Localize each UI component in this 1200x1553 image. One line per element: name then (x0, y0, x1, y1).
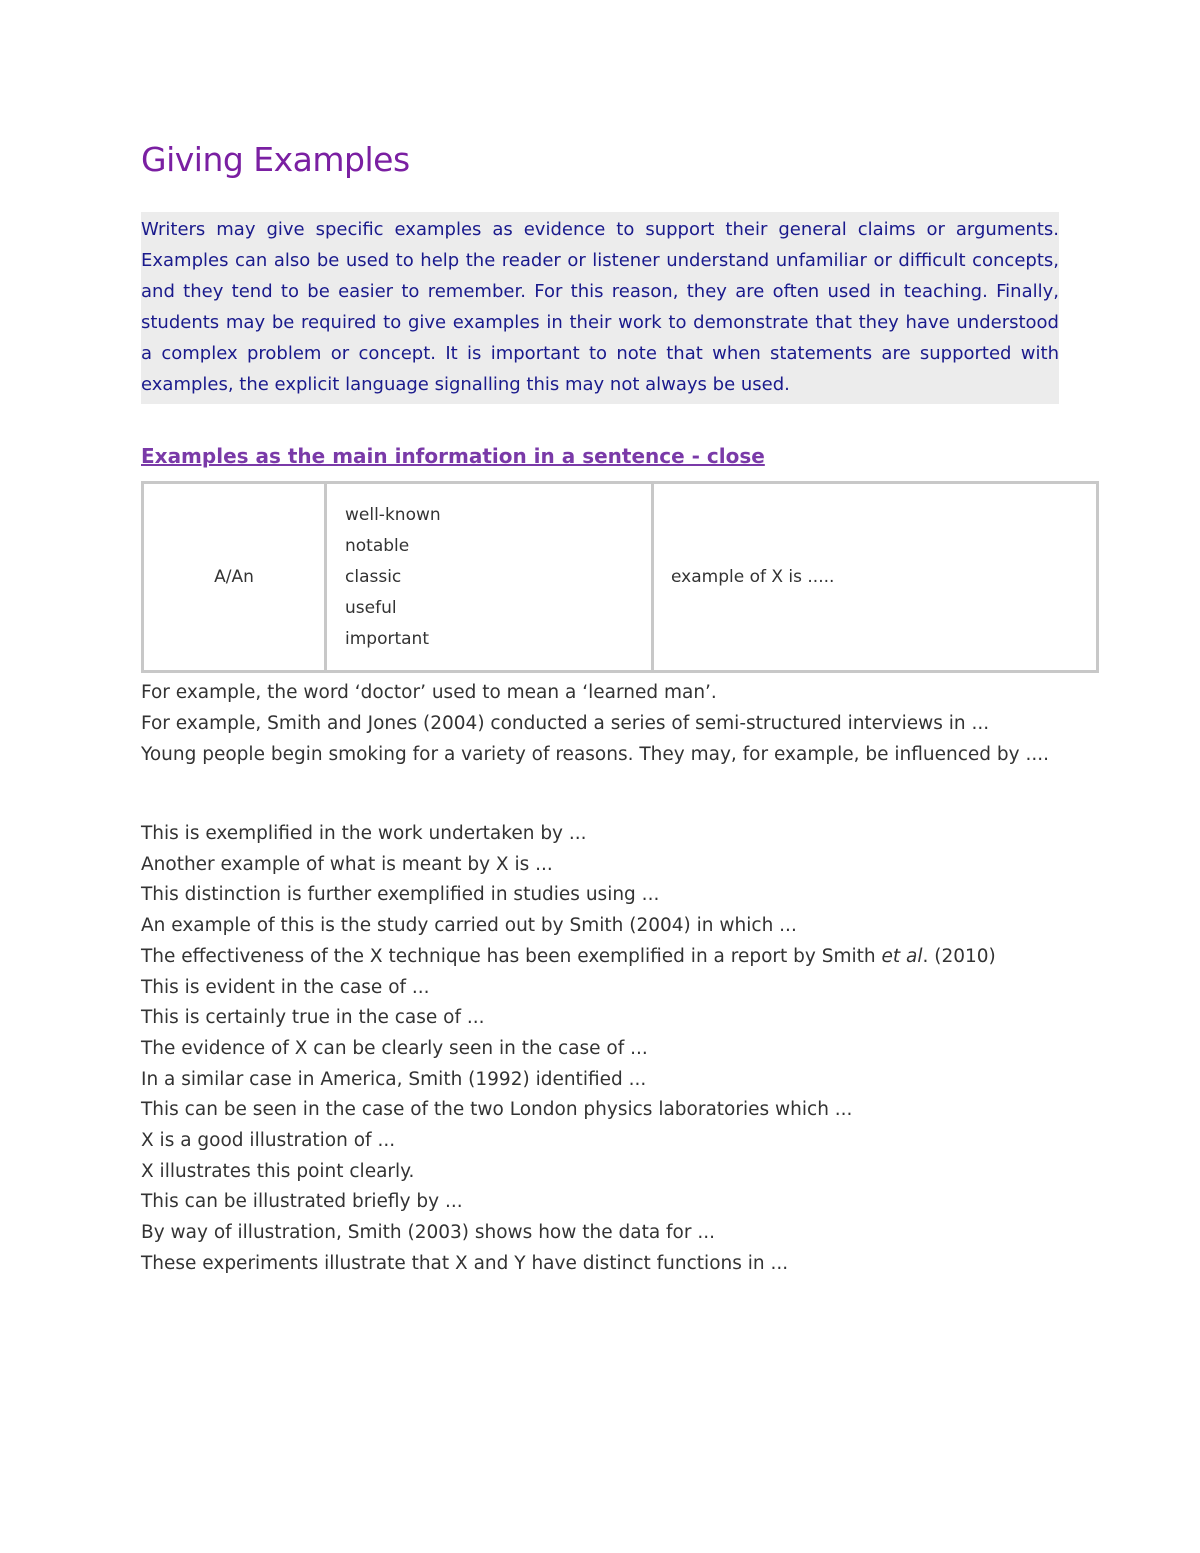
example-sentence: Young people begin smoking for a variety of reasons. They may, for example, be influenced by .... (141, 744, 1049, 765)
example-sentence: This is evident in the case of ... (141, 976, 430, 998)
adjective-item: useful (345, 597, 397, 618)
example-sentence: These experiments illustrate that X and Y have distinct functions in ... (141, 1252, 789, 1274)
example-sentence: This is exemplified in the work undertaken by ... (141, 823, 587, 844)
example-sentence: In a similar case in America, Smith (1992) identified ... (141, 1068, 647, 1090)
example-sentence: By way of illustration, Smith (2003) shows how the data for ... (141, 1222, 716, 1244)
article-cell: A/An (143, 483, 326, 672)
example-sentence: For example, Smith and Jones (2004) conducted a series of semi-structured interviews in ... (141, 713, 990, 734)
phrase-table (141, 481, 1099, 673)
table-row (143, 483, 1098, 672)
example-text: . (2010) (922, 945, 996, 967)
example-sentence: Another example of what is meant by X is ... (141, 853, 553, 875)
example-sentences-group-2 (141, 819, 1099, 1280)
example-sentence: This can be seen in the case of the two London physics laboratories which ... (141, 1099, 853, 1121)
page-title: Giving Examples (141, 140, 410, 179)
example-sentence: X is a good illustration of ... (141, 1130, 396, 1152)
adjective-item: important (345, 628, 429, 649)
adjective-item: well-known (345, 504, 441, 525)
example-sentence: An example of this is the study carried out by Smith (2004) in which ... (141, 915, 797, 937)
example-sentence (141, 942, 1099, 973)
ending-cell: example of X is ..... (653, 483, 1098, 672)
example-sentence: For example, the word ‘doctor’ used to mean a ‘learned man’. (141, 682, 717, 703)
adjectives-cell (326, 483, 653, 672)
adjective-item: classic (345, 566, 402, 587)
example-sentences-group-1 (141, 677, 1071, 770)
adjective-list (345, 500, 651, 655)
example-sentence: The evidence of X can be clearly seen in the case of ... (141, 1037, 648, 1059)
example-text: The effectiveness of the X technique has been exemplified in a report by Smith (141, 945, 882, 967)
section-subheading: Examples as the main information in a sentence - close (141, 444, 765, 468)
example-sentence: This can be illustrated briefly by ... (141, 1191, 463, 1213)
italic-text: et al (881, 945, 923, 967)
example-sentence: This distinction is further exemplified in studies using ... (141, 884, 660, 906)
adjective-item: notable (345, 535, 410, 556)
intro-paragraph: Writers may give specific examples as evidence to support their general claims or arguments. Examples can also be used to help the reader or listener understand unfamiliar or difficult concepts, and they tend to be easier to remember. For this reason, they are often used in teaching. Finally, students may be required to give examples in their work to demonstrate that they have understood a complex problem or concept. It is important to note that when statements are supported with examples, the explicit language signalling this may not always be used. (141, 212, 1059, 404)
example-sentence: X illustrates this point clearly. (141, 1160, 415, 1182)
example-sentence: This is certainly true in the case of ... (141, 1007, 485, 1029)
